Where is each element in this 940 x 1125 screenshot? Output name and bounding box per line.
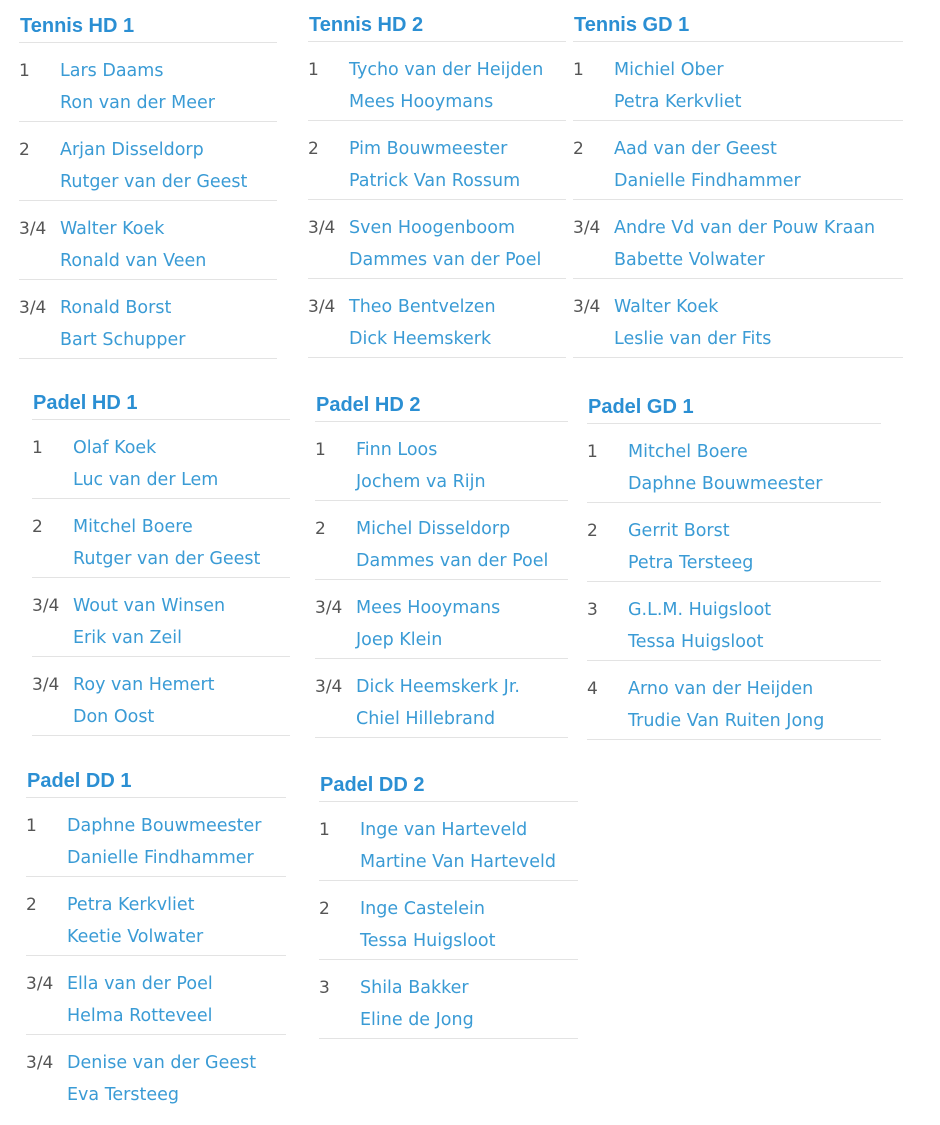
player-link[interactable]: Dick Heemskerk bbox=[349, 329, 492, 349]
player-link[interactable]: Walter Koek bbox=[60, 219, 165, 239]
player-link[interactable]: Petra Kerkvliet bbox=[614, 92, 742, 112]
player-link[interactable]: Michel Disseldorp bbox=[356, 519, 511, 539]
player-pair bbox=[628, 594, 771, 658]
place-label: 2 bbox=[315, 519, 326, 539]
player-link[interactable]: Patrick Van Rossum bbox=[349, 171, 521, 191]
player-link[interactable]: Helma Rotteveel bbox=[67, 1006, 213, 1026]
player-pair bbox=[356, 513, 548, 577]
player-link[interactable]: Ronald Borst bbox=[60, 298, 172, 318]
player-pair bbox=[60, 213, 206, 277]
player-link[interactable]: Aad van der Geest bbox=[614, 139, 777, 159]
player-link[interactable]: Mitchel Boere bbox=[73, 517, 193, 537]
player-link[interactable]: Mees Hooymans bbox=[349, 92, 494, 112]
place-label: 3/4 bbox=[308, 218, 336, 238]
player-pair bbox=[628, 673, 824, 737]
place-label: 3/4 bbox=[315, 598, 343, 618]
result-row bbox=[308, 200, 566, 279]
result-row bbox=[308, 279, 566, 358]
player-pair bbox=[73, 432, 218, 496]
player-link[interactable]: Lars Daams bbox=[60, 61, 164, 81]
player-pair bbox=[60, 292, 185, 356]
player-pair bbox=[614, 291, 771, 355]
result-row bbox=[19, 122, 277, 201]
result-row bbox=[19, 201, 277, 280]
player-link[interactable]: Inge Castelein bbox=[360, 899, 485, 919]
player-link[interactable]: Inge van Harteveld bbox=[360, 820, 528, 840]
player-pair bbox=[67, 1047, 256, 1111]
result-row bbox=[19, 280, 277, 359]
player-link[interactable]: Keetie Volwater bbox=[67, 927, 204, 947]
player-link[interactable]: Andre Vd van der Pouw Kraan bbox=[614, 218, 876, 238]
player-link[interactable]: Tessa Huigsloot bbox=[628, 632, 764, 652]
category-padel-gd-1 bbox=[587, 391, 881, 740]
result-row bbox=[319, 881, 578, 960]
player-pair bbox=[614, 133, 801, 197]
category-title: Padel HD 2 bbox=[315, 389, 568, 422]
player-link[interactable]: Pim Bouwmeester bbox=[349, 139, 508, 159]
category-tennis-gd-1 bbox=[573, 9, 903, 358]
result-row bbox=[573, 121, 903, 200]
player-link[interactable]: Arno van der Heijden bbox=[628, 679, 814, 699]
category-title: Tennis HD 2 bbox=[308, 9, 566, 42]
place-label: 2 bbox=[32, 517, 43, 537]
result-row bbox=[32, 657, 290, 736]
place-label: 3/4 bbox=[19, 298, 47, 318]
category-title: Tennis GD 1 bbox=[573, 9, 903, 42]
player-pair bbox=[349, 54, 543, 118]
result-row bbox=[587, 661, 881, 740]
category-tennis-hd-2 bbox=[308, 9, 566, 358]
result-row bbox=[315, 501, 568, 580]
player-link[interactable]: Petra Tersteeg bbox=[628, 553, 754, 573]
player-link[interactable]: Daphne Bouwmeester bbox=[628, 474, 823, 494]
place-label: 1 bbox=[308, 60, 319, 80]
result-row bbox=[32, 578, 290, 657]
player-link[interactable]: Theo Bentvelzen bbox=[349, 297, 496, 317]
player-link[interactable]: Gerrit Borst bbox=[628, 521, 730, 541]
result-row bbox=[587, 503, 881, 582]
category-title: Padel HD 1 bbox=[32, 387, 290, 420]
player-link[interactable]: Ron van der Meer bbox=[60, 93, 215, 113]
category-tennis-hd-1 bbox=[19, 10, 277, 359]
result-row bbox=[26, 877, 286, 956]
place-label: 1 bbox=[573, 60, 584, 80]
player-link[interactable]: Rutger van der Geest bbox=[60, 172, 248, 192]
place-label: 4 bbox=[587, 679, 598, 699]
player-pair bbox=[614, 54, 741, 118]
player-link[interactable]: Mitchel Boere bbox=[628, 442, 748, 462]
category-padel-dd-1 bbox=[26, 765, 286, 1114]
result-row bbox=[573, 279, 903, 358]
player-pair bbox=[73, 669, 215, 733]
player-link[interactable]: Chiel Hillebrand bbox=[356, 709, 496, 729]
player-pair bbox=[60, 134, 247, 198]
place-label: 1 bbox=[319, 820, 330, 840]
place-label: 1 bbox=[587, 442, 598, 462]
player-pair bbox=[67, 810, 261, 874]
player-pair bbox=[628, 515, 753, 579]
player-link[interactable]: Dick Heemskerk Jr. bbox=[356, 677, 520, 697]
player-link[interactable]: Trudie Van Ruiten Jong bbox=[628, 711, 825, 731]
category-title: Padel DD 2 bbox=[319, 769, 578, 802]
category-padel-hd-2 bbox=[315, 389, 568, 738]
player-pair bbox=[349, 212, 541, 276]
place-label: 2 bbox=[587, 521, 598, 541]
result-row bbox=[319, 960, 578, 1039]
player-link[interactable]: Olaf Koek bbox=[73, 438, 157, 458]
player-link[interactable]: Erik van Zeil bbox=[73, 628, 183, 648]
place-label: 3/4 bbox=[32, 596, 60, 616]
player-link[interactable]: Dammes van der Poel bbox=[356, 551, 549, 571]
player-link[interactable]: Sven Hoogenboom bbox=[349, 218, 515, 238]
result-row bbox=[315, 580, 568, 659]
player-pair bbox=[360, 972, 474, 1036]
player-pair bbox=[356, 592, 500, 656]
category-title: Tennis HD 1 bbox=[19, 10, 277, 43]
player-pair bbox=[349, 291, 496, 355]
result-row bbox=[32, 499, 290, 578]
result-row bbox=[26, 1035, 286, 1114]
player-pair bbox=[360, 814, 556, 878]
player-link[interactable]: G.L.M. Huigsloot bbox=[628, 600, 772, 620]
place-label: 3 bbox=[587, 600, 598, 620]
place-label: 3/4 bbox=[19, 219, 47, 239]
player-link[interactable]: Mees Hooymans bbox=[356, 598, 501, 618]
player-link[interactable]: Bart Schupper bbox=[60, 330, 186, 350]
player-pair bbox=[67, 889, 203, 953]
player-pair bbox=[73, 511, 260, 575]
place-label: 3/4 bbox=[32, 675, 60, 695]
result-row bbox=[26, 956, 286, 1035]
place-label: 1 bbox=[32, 438, 43, 458]
result-row bbox=[19, 43, 277, 122]
result-row bbox=[315, 422, 568, 501]
player-pair bbox=[356, 434, 486, 498]
player-link[interactable]: Don Oost bbox=[73, 707, 155, 727]
player-link[interactable]: Daphne Bouwmeester bbox=[67, 816, 262, 836]
result-row bbox=[26, 798, 286, 877]
result-row bbox=[308, 121, 566, 200]
player-link[interactable]: Walter Koek bbox=[614, 297, 719, 317]
place-label: 2 bbox=[573, 139, 584, 159]
player-link[interactable]: Finn Loos bbox=[356, 440, 438, 460]
player-link[interactable]: Roy van Hemert bbox=[73, 675, 215, 695]
player-link[interactable]: Rutger van der Geest bbox=[73, 549, 261, 569]
player-pair bbox=[628, 436, 822, 500]
player-link[interactable]: Eline de Jong bbox=[360, 1010, 474, 1030]
player-link[interactable]: Ronald van Veen bbox=[60, 251, 207, 271]
category-padel-dd-2 bbox=[319, 769, 578, 1039]
place-label: 3/4 bbox=[308, 297, 336, 317]
result-row bbox=[32, 420, 290, 499]
player-link[interactable]: Tycho van der Heijden bbox=[349, 60, 544, 80]
player-link[interactable]: Wout van Winsen bbox=[73, 596, 226, 616]
player-pair bbox=[356, 671, 520, 735]
player-link[interactable]: Tessa Huigsloot bbox=[360, 931, 496, 951]
place-label: 2 bbox=[308, 139, 319, 159]
player-link[interactable]: Jochem va Rijn bbox=[356, 472, 486, 492]
place-label: 3/4 bbox=[315, 677, 343, 697]
result-row bbox=[587, 424, 881, 503]
result-row bbox=[319, 802, 578, 881]
player-pair bbox=[60, 55, 215, 119]
player-pair bbox=[73, 590, 225, 654]
player-link[interactable]: Danielle Findhammer bbox=[67, 848, 254, 868]
player-link[interactable]: Martine Van Harteveld bbox=[360, 852, 556, 872]
player-pair bbox=[360, 893, 495, 957]
player-link[interactable]: Shila Bakker bbox=[360, 978, 469, 998]
player-link[interactable]: Leslie van der Fits bbox=[614, 329, 772, 349]
player-link[interactable]: Petra Kerkvliet bbox=[67, 895, 195, 915]
player-link[interactable]: Arjan Disseldorp bbox=[60, 140, 204, 160]
player-pair bbox=[67, 968, 213, 1032]
place-label: 1 bbox=[26, 816, 37, 836]
player-link[interactable]: Denise van der Geest bbox=[67, 1053, 257, 1073]
result-row bbox=[315, 659, 568, 738]
player-pair bbox=[614, 212, 875, 276]
result-row bbox=[587, 582, 881, 661]
place-label: 3/4 bbox=[26, 974, 54, 994]
player-link[interactable]: Joep Klein bbox=[356, 630, 443, 650]
place-label: 2 bbox=[19, 140, 30, 160]
place-label: 1 bbox=[19, 61, 30, 81]
place-label: 3/4 bbox=[573, 297, 601, 317]
place-label: 2 bbox=[26, 895, 37, 915]
player-link[interactable]: Luc van der Lem bbox=[73, 470, 219, 490]
place-label: 3/4 bbox=[573, 218, 601, 238]
player-link[interactable]: Dammes van der Poel bbox=[349, 250, 542, 270]
place-label: 2 bbox=[319, 899, 330, 919]
result-row bbox=[573, 42, 903, 121]
category-title: Padel GD 1 bbox=[587, 391, 881, 424]
player-link[interactable]: Eva Tersteeg bbox=[67, 1085, 179, 1105]
category-padel-hd-1 bbox=[32, 387, 290, 736]
place-label: 1 bbox=[315, 440, 326, 460]
result-row bbox=[308, 42, 566, 121]
player-link[interactable]: Ella van der Poel bbox=[67, 974, 213, 994]
category-title: Padel DD 1 bbox=[26, 765, 286, 798]
place-label: 3/4 bbox=[26, 1053, 54, 1073]
place-label: 3 bbox=[319, 978, 330, 998]
player-link[interactable]: Danielle Findhammer bbox=[614, 171, 801, 191]
player-link[interactable]: Babette Volwater bbox=[614, 250, 765, 270]
player-link[interactable]: Michiel Ober bbox=[614, 60, 724, 80]
player-pair bbox=[349, 133, 520, 197]
result-row bbox=[573, 200, 903, 279]
